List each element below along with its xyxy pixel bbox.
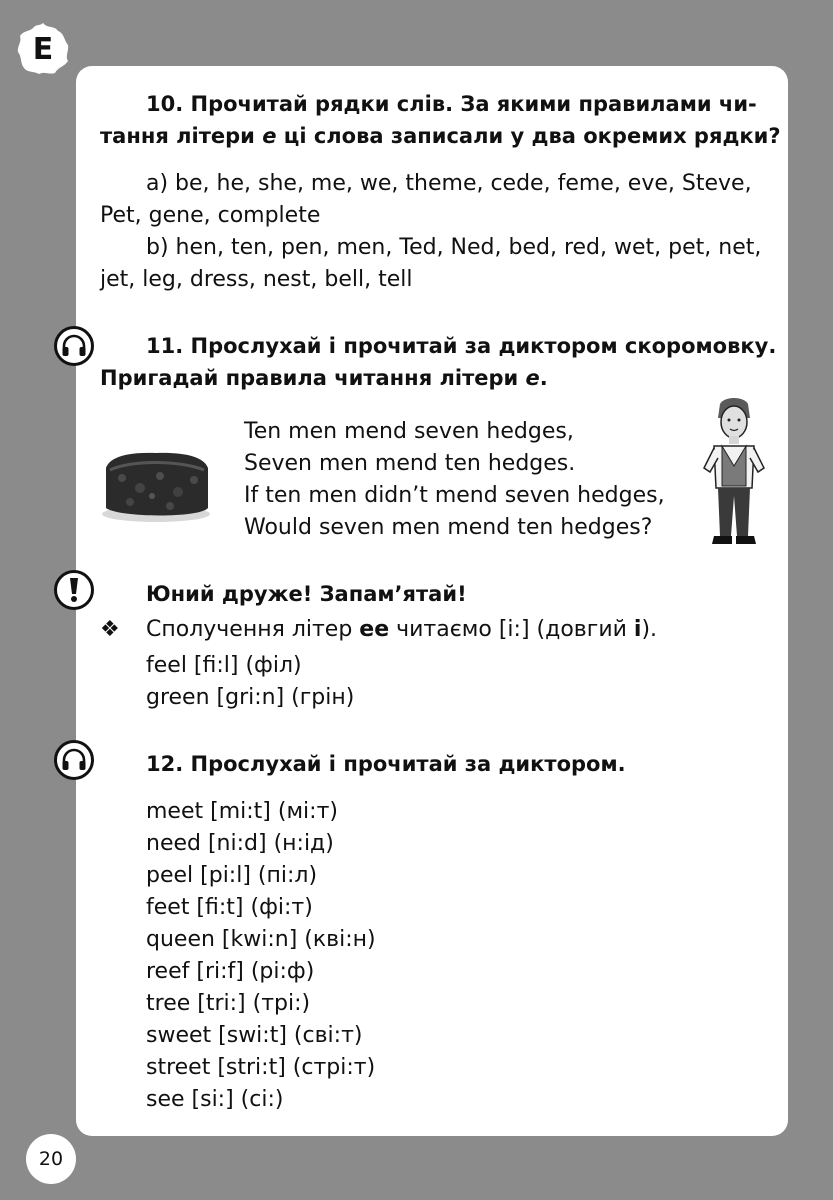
- page-number: 20: [26, 1134, 76, 1184]
- word-row: see [si:] (сі:): [146, 1087, 284, 1112]
- task11-title-line1: 11. Прослухай і прочитай за диктором скоромовку.: [146, 334, 777, 358]
- poem-line-4: Would seven men mend ten hedges?: [244, 515, 653, 540]
- cartoon-man-illustration: [700, 396, 766, 546]
- example-word: green [gri:n] (грін): [146, 685, 355, 710]
- task12-title: 12. Прослухай і прочитай за диктором.: [146, 752, 626, 776]
- poem-line-3: If ten men didn’t mend seven hedges,: [244, 483, 665, 508]
- rule-letters: ee: [359, 617, 390, 642]
- word-row: peel [pi:l] (пі:л): [146, 863, 318, 888]
- task11-title-line2: [100, 362, 548, 394]
- badge-letter: E: [32, 31, 54, 67]
- rule-text-a: Сполучення літер: [146, 617, 360, 642]
- example-word: feel [fi:l] (філ): [146, 653, 302, 678]
- task10-title-line2: [100, 120, 781, 152]
- rule-text-c: ).: [641, 617, 658, 642]
- task11-title-line2-b: .: [539, 366, 548, 390]
- task10-row-b-line1: b) hen, ten, pen, men, Ted, Ned, bed, red, wet, pet, net,: [146, 235, 762, 260]
- headphones-icon: [54, 326, 94, 366]
- remember-title: Юний друже! Запам’ятай!: [146, 582, 467, 606]
- hedge-illustration: [100, 448, 212, 524]
- exclamation-icon: [54, 570, 94, 610]
- task11-title-line2-a: Пригадай правила читання літери: [100, 366, 526, 390]
- remember-rule: [146, 614, 657, 646]
- section-letter-badge: [14, 20, 72, 78]
- word-row: feet [fi:t] (фі:т): [146, 895, 313, 920]
- word-row: need [ni:d] (н:ід): [146, 831, 334, 856]
- word-row: sweet [swi:t] (сві:т): [146, 1023, 363, 1048]
- word-row: tree [tri:] (трі:): [146, 991, 311, 1016]
- task10-row-b-line2: jet, leg, dress, nest, bell, tell: [100, 267, 413, 292]
- task10-title-line1: 10. Прочитай рядки слів. За якими правилами чи-: [146, 92, 757, 116]
- headphones-icon: [54, 740, 94, 780]
- word-row: street [stri:t] (стрі:т): [146, 1055, 376, 1080]
- word-row: reef [ri:f] (рі:ф): [146, 959, 315, 984]
- word-row: meet [mi:t] (мі:т): [146, 799, 338, 824]
- poem-line-2: Seven men mend ten hedges.: [244, 451, 576, 476]
- rule-text-b: читаємо [i:] (довгий: [389, 617, 634, 642]
- task10-title-line2-a: тання літери: [100, 124, 263, 148]
- task10-title-letter: е: [262, 124, 277, 148]
- task11-title-letter: е: [525, 366, 540, 390]
- rule-letter-i: i: [633, 617, 642, 642]
- task10-row-a-line1: a) be, he, she, me, we, theme, cede, feme, eve, Steve,: [146, 171, 752, 196]
- task10-title-line2-b: ці слова записали у два окремих рядки?: [276, 124, 781, 148]
- rule-bullet-icon: ❖: [100, 617, 120, 642]
- word-row: queen [kwi:n] (кві:н): [146, 927, 376, 952]
- task10-row-a-line2: Pet, gene, complete: [100, 203, 321, 228]
- poem-line-1: Ten men mend seven hedges,: [244, 419, 574, 444]
